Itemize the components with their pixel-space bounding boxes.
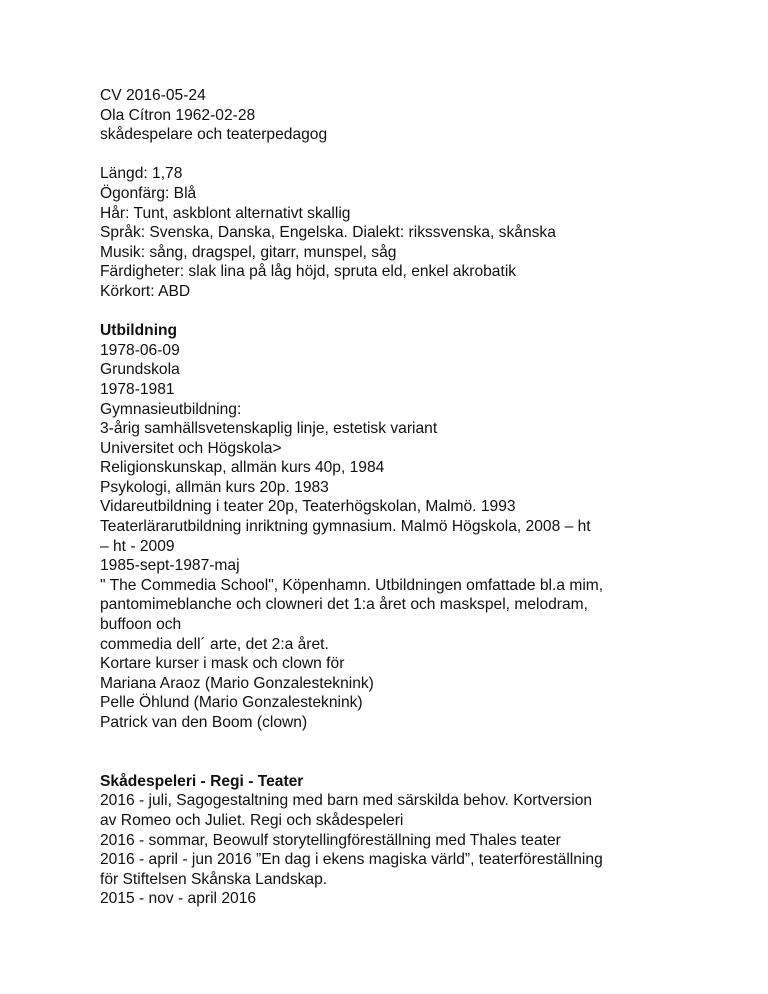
spacer [100,145,740,165]
cv-date: CV 2016-05-24 [100,87,206,104]
cv-header [100,86,740,145]
education-line: commedia dell´ arte, det 2:a året. [100,635,329,653]
profession: skådespelare och teaterpedagog [100,126,328,144]
education-line: Vidareutbildning i teater 20p, Teaterhögskolan, Malmö. 1993 [100,498,516,516]
detail-languages: Språk: Svenska, Danska, Engelska. Dialekt: rikssvenska, skånska [100,224,556,242]
detail-music: Musik: sång, dragspel, gitarr, munspel, såg [100,243,397,261]
education-heading: Utbildning [100,322,178,340]
education-line: 1985-sept-1987-maj [100,557,240,575]
education-line: Patrick van den Boom (clown) [100,714,308,731]
acting-line: 2016 - sommar, Beowulf storytellingföreställning med Thales teater [100,831,561,849]
spacer [100,733,740,772]
education-line: buffoon och [100,616,182,634]
education-line: Grundskola [100,361,180,379]
detail-eye-color: Ögonfärg: Blå [100,184,197,202]
education-line: Universitet och Högskola> [100,439,282,457]
acting-line: 2016 - juli, Sagogestaltning med barn med särskilda behov. Kortversion [100,792,593,810]
education-line: Psykologi, allmän kurs 20p. 1983 [100,478,329,496]
name-birthdate: Ola Cítron 1962-02-28 [100,106,256,124]
education-section [100,321,740,732]
education-line: Religionskunskap, allmän kurs 40p, 1984 [100,459,385,477]
detail-skills: Färdigheter: slak lina på låg höjd, spruta eld, enkel akrobatik [100,263,517,281]
education-line: 1978-06-09 [100,341,180,359]
acting-line: för Stiftelsen Skånska Landskap. [100,870,328,888]
education-line: Kortare kurser i mask och clown för [100,655,345,673]
education-line: 1978-1981 [100,380,175,398]
education-line: Mariana Araoz (Mario Gonzalesteknink) [100,674,374,692]
personal-details [100,164,740,301]
education-line: – ht - 2009 [100,537,175,555]
education-line: Gymnasieutbildning: [100,400,242,418]
acting-section [100,772,740,909]
acting-line: 2015 - nov - april 2016 [100,890,257,908]
spacer [100,302,740,322]
acting-line: 2016 - april - jun 2016 ”En dag i ekens magiska värld”, teaterföreställning [100,851,603,869]
acting-line: av Romeo och Juliet. Regi och skådespeleri [100,811,404,829]
education-line: Pelle Öhlund (Mario Gonzalesteknink) [100,694,363,712]
detail-height: Längd: 1,78 [100,165,183,183]
detail-hair: Hår: Tunt, askblont alternativt skallig [100,204,351,222]
cv-document [100,86,740,909]
education-line: 3-årig samhällsvetenskaplig linje, estetisk variant [100,420,438,438]
detail-license: Körkort: ABD [100,282,191,300]
education-line: " The Commedia School", Köpenhamn. Utbildningen omfattade bl.a mim, [100,576,604,594]
education-line: Teaterlärarutbildning inriktning gymnasium. Malmö Högskola, 2008 – ht [100,518,591,536]
acting-heading: Skådespeleri - Regi - Teater [100,772,304,790]
education-line: pantomimeblanche och clowneri det 1:a året och maskspel, melodram, [100,596,588,614]
